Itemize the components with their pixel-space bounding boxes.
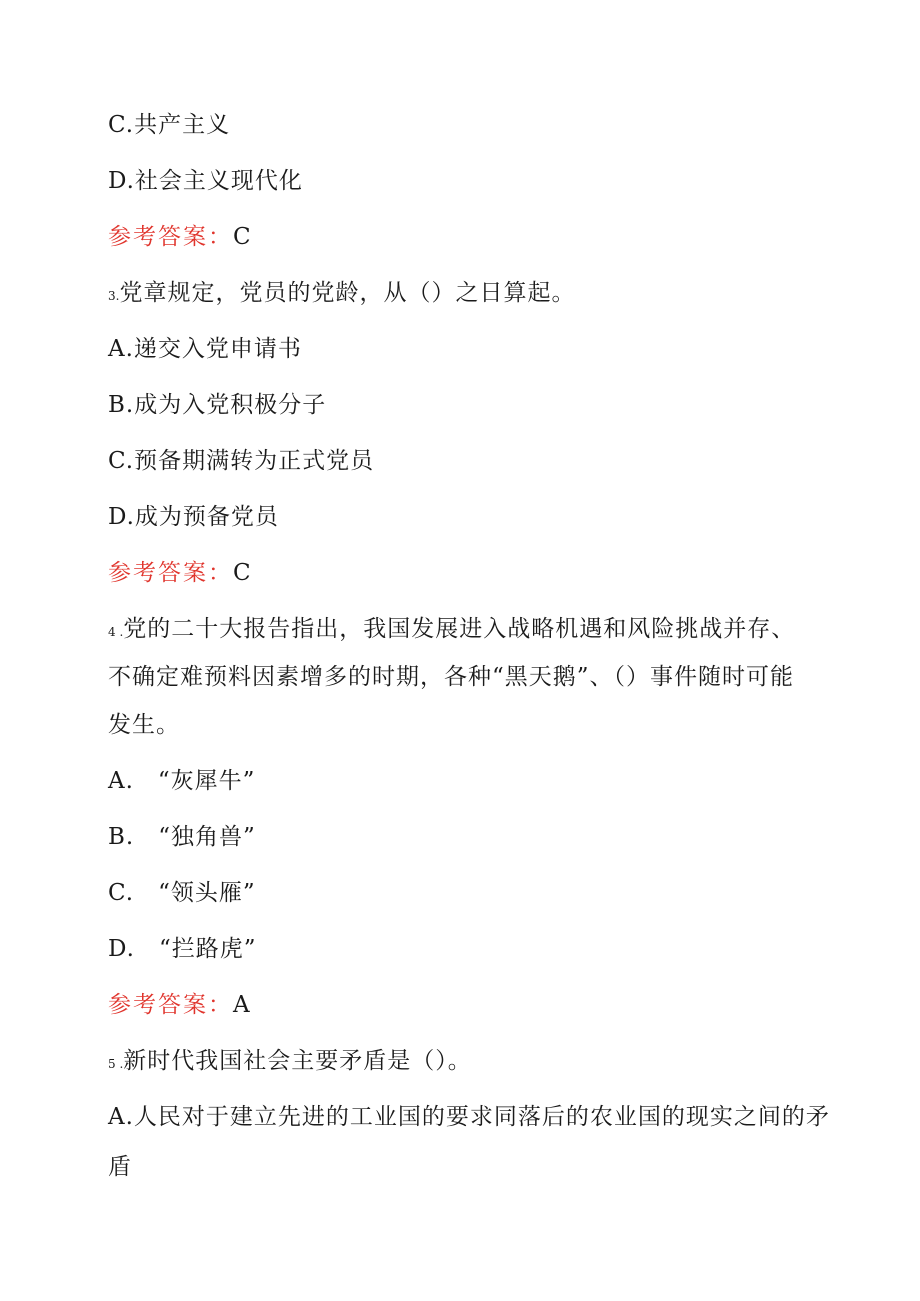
answer-label: 参考答案：	[108, 560, 233, 586]
option-text: “领头雁”	[158, 880, 256, 906]
option-text: 盾	[108, 1154, 132, 1180]
q3-question	[108, 278, 575, 311]
q3-option-a	[108, 334, 302, 364]
option-text: “拦路虎”	[158, 936, 257, 962]
option-letter: A.	[108, 768, 134, 794]
option-text: D.社会主义现代化	[108, 168, 303, 194]
option-text: A.递交入党申请书	[108, 336, 302, 362]
option-text: D.成为预备党员	[108, 504, 279, 530]
q5-option-a-line-1	[108, 1102, 830, 1132]
question-number: 3.	[108, 289, 120, 303]
q3-option-d	[108, 502, 279, 532]
question-number: 4 .	[108, 625, 124, 639]
answer-value: C	[233, 560, 253, 586]
q4-option-c	[108, 878, 256, 908]
question-number: 5 .	[108, 1057, 124, 1071]
answer-label: 参考答案：	[108, 224, 233, 250]
option-letter: D.	[108, 936, 135, 962]
question-text: 党章规定，党员的党龄，从（）之日算起。	[119, 280, 576, 306]
q5-option-a-line-2	[108, 1152, 132, 1182]
answer-value: A	[233, 992, 252, 1018]
answer-label: 参考答案：	[108, 992, 233, 1018]
q4-question-line-3	[108, 710, 180, 740]
q4-option-b	[108, 822, 256, 852]
q3-option-c	[108, 446, 374, 476]
q4-option-d	[108, 934, 256, 964]
question-text: 不确定难预料因素增多的时期，各种“黑天鹅”、（）事件随时可能	[108, 664, 795, 690]
q4-question-line-1	[108, 614, 795, 647]
q4-answer	[108, 990, 252, 1020]
q3-answer	[108, 558, 253, 588]
question-text: 发生。	[108, 712, 180, 738]
option-text: A.人民对于建立先进的工业国的要求同落后的农业国的现实之间的矛	[108, 1104, 830, 1130]
q4-option-a	[108, 766, 255, 796]
question-text: 新时代我国社会主要矛盾是（）。	[123, 1048, 472, 1074]
q4-question-line-2	[108, 662, 794, 692]
option-text: “独角兽”	[158, 824, 256, 850]
q3-option-b	[108, 390, 326, 420]
option-letter: C.	[108, 880, 135, 906]
option-text: C.预备期满转为正式党员	[108, 448, 375, 474]
option-text: B.成为入党积极分子	[108, 392, 327, 418]
option-text: C.共产主义	[108, 112, 231, 138]
option-letter: B.	[108, 824, 135, 850]
q2-option-c	[108, 110, 230, 140]
q2-answer	[108, 222, 253, 252]
option-text: “灰犀牛”	[157, 768, 256, 794]
answer-value: C	[233, 224, 253, 250]
q2-option-d	[108, 166, 303, 196]
question-text: 党的二十大报告指出，我国发展进入战略机遇和风险挑战并存、	[123, 616, 796, 642]
q5-question	[108, 1046, 472, 1079]
